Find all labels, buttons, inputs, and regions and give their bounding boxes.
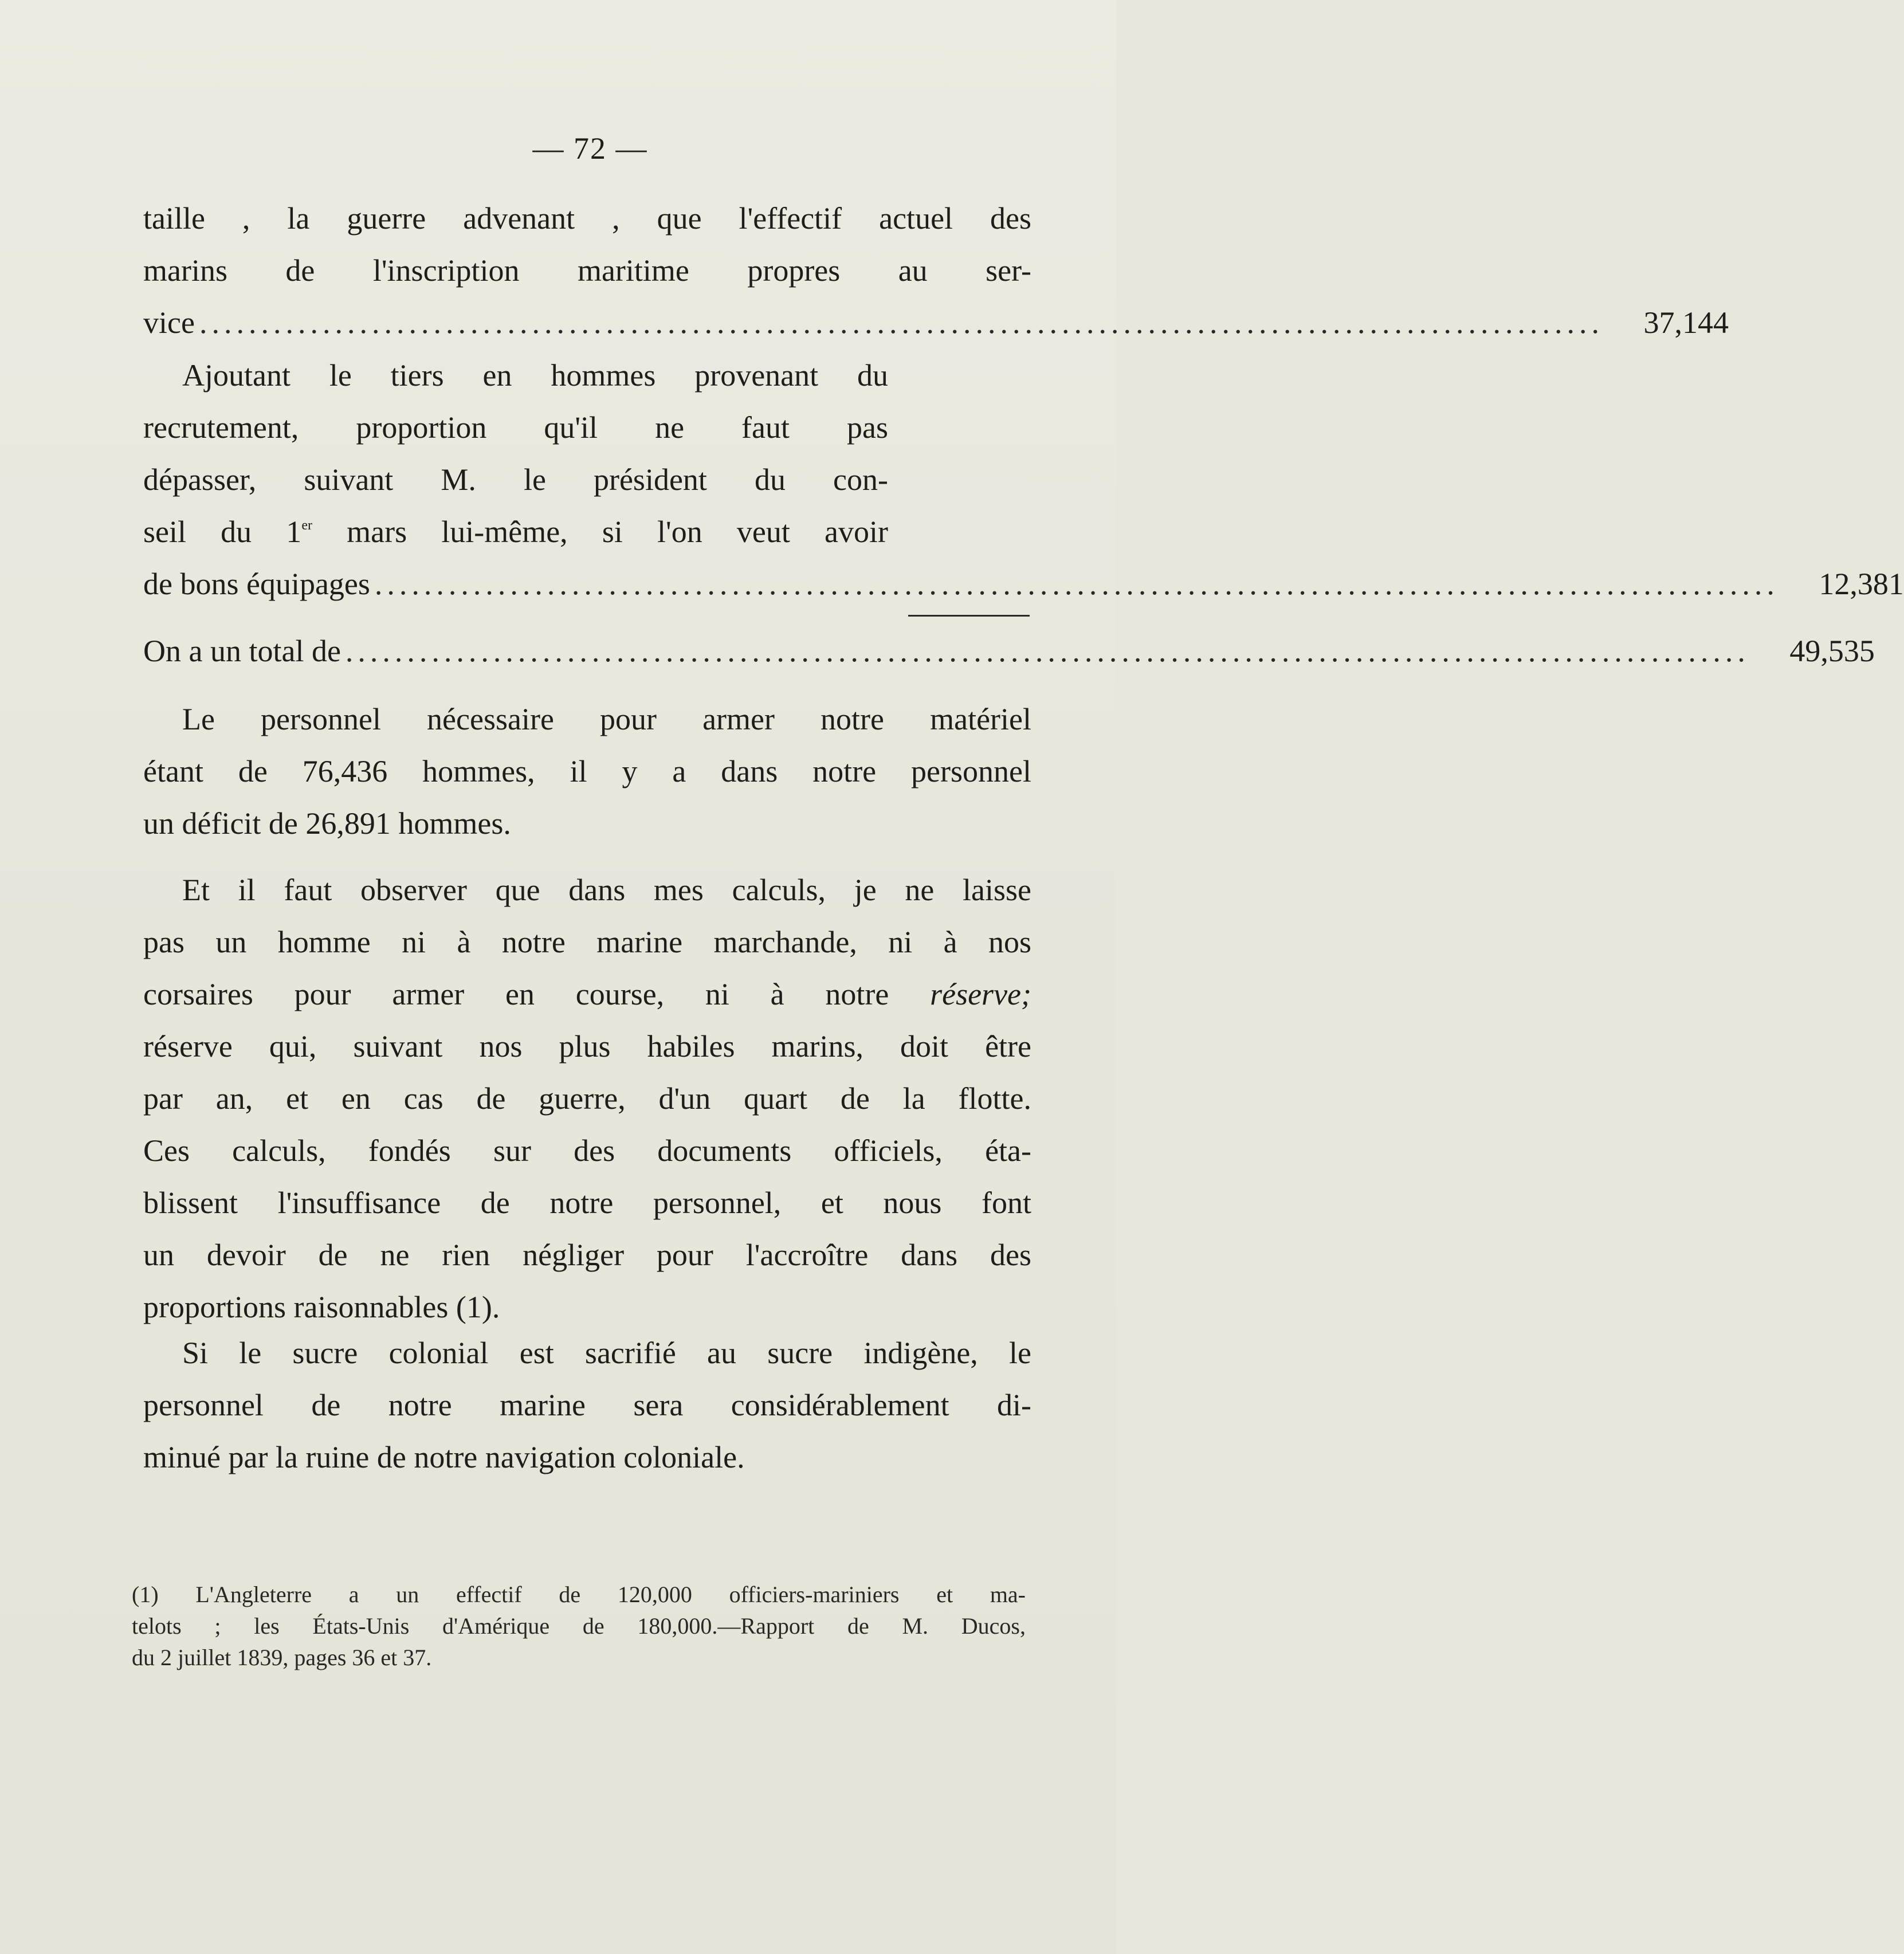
footnote-line: du 2 juillet 1839, pages 36 et 37. — [132, 1645, 432, 1670]
text-line-seil: seil du 1er mars lui-même, si l'on veut avoir — [143, 515, 888, 549]
leader-label: vice — [143, 305, 195, 340]
text-line: pas un homme ni à notre marine marchande, ni à nos — [143, 925, 1031, 959]
text-line: réserve qui, suivant nos plus habiles marins, doit être — [143, 1029, 1031, 1064]
text-line: recrutement, proportion qu'il ne faut pas — [143, 410, 888, 445]
text-line: personnel de notre marine sera considérablement di- — [143, 1388, 1031, 1422]
leader-line-equipages — [143, 558, 1904, 610]
footnote-line: telots ; les États-Unis d'Amérique de 180,000.—Rapport de M. Ducos, — [132, 1613, 1026, 1639]
leader-line-inscription — [143, 297, 1729, 349]
sucre-paragraph — [143, 1327, 1031, 1484]
observer-paragraph — [143, 864, 1031, 1333]
text-line: étant de 76,436 hommes, il y a dans notre personnel — [143, 754, 1031, 788]
text-line: blissent l'insuffisance de notre personnel, et nous font — [143, 1186, 1031, 1220]
leader-dots: .................................................................................................................. — [199, 305, 1604, 340]
text-line: Ajoutant le tiers en hommes provenant du — [182, 358, 888, 393]
leader-dots: .................................................................................................................. — [345, 634, 1750, 668]
leader-line-total — [143, 625, 1875, 677]
personnel-paragraph — [143, 693, 1031, 850]
text-line-reserve: corsaires pour armer en course, ni à notre réserve; — [143, 977, 1031, 1011]
leader-dots: .................................................................................................................. — [374, 567, 1779, 601]
text-line: proportions raisonnables (1). — [143, 1290, 500, 1324]
text-line: par an, et en cas de guerre, d'un quart de la flotte. — [143, 1081, 1031, 1116]
footnote-line: (1) L'Angleterre a un effectif de 120,000 officiers-mariniers et ma- — [132, 1582, 1026, 1607]
continuation-paragraph — [143, 193, 1729, 349]
leader-label: On a un total de — [143, 634, 341, 668]
total-line — [143, 625, 1875, 677]
page-number: — 72 — — [532, 131, 648, 166]
leader-label: de bons équipages — [143, 567, 370, 601]
text-line: Le personnel nécessaire pour armer notre matériel — [182, 702, 1031, 736]
text-line: Et il faut observer que dans mes calculs, je ne laisse — [182, 873, 1031, 907]
leader-value: 49,535 — [1789, 634, 1875, 668]
text-line: minué par la ruine de notre navigation coloniale. — [143, 1440, 745, 1474]
leader-value: 12,381 — [1819, 567, 1904, 601]
text-line: marins de l'inscription maritime propres au ser- — [143, 253, 1031, 288]
leader-value: 37,144 — [1643, 305, 1729, 340]
text-line: taille , la guerre advenant , que l'effectif actuel des — [143, 201, 1031, 236]
text-line: dépasser, suivant M. le président du con- — [143, 462, 888, 497]
text-line: un déficit de 26,891 hommes. — [143, 806, 511, 841]
sum-rule — [908, 615, 1030, 617]
footnote — [132, 1579, 1026, 1673]
addition-paragraph — [143, 350, 1904, 610]
text-line: un devoir de ne rien négliger pour l'accroître dans des — [143, 1238, 1031, 1272]
text-line: Si le sucre colonial est sacrifié au sucre indigène, le — [182, 1336, 1031, 1370]
text-line: Ces calculs, fondés sur des documents officiels, éta- — [143, 1133, 1031, 1168]
